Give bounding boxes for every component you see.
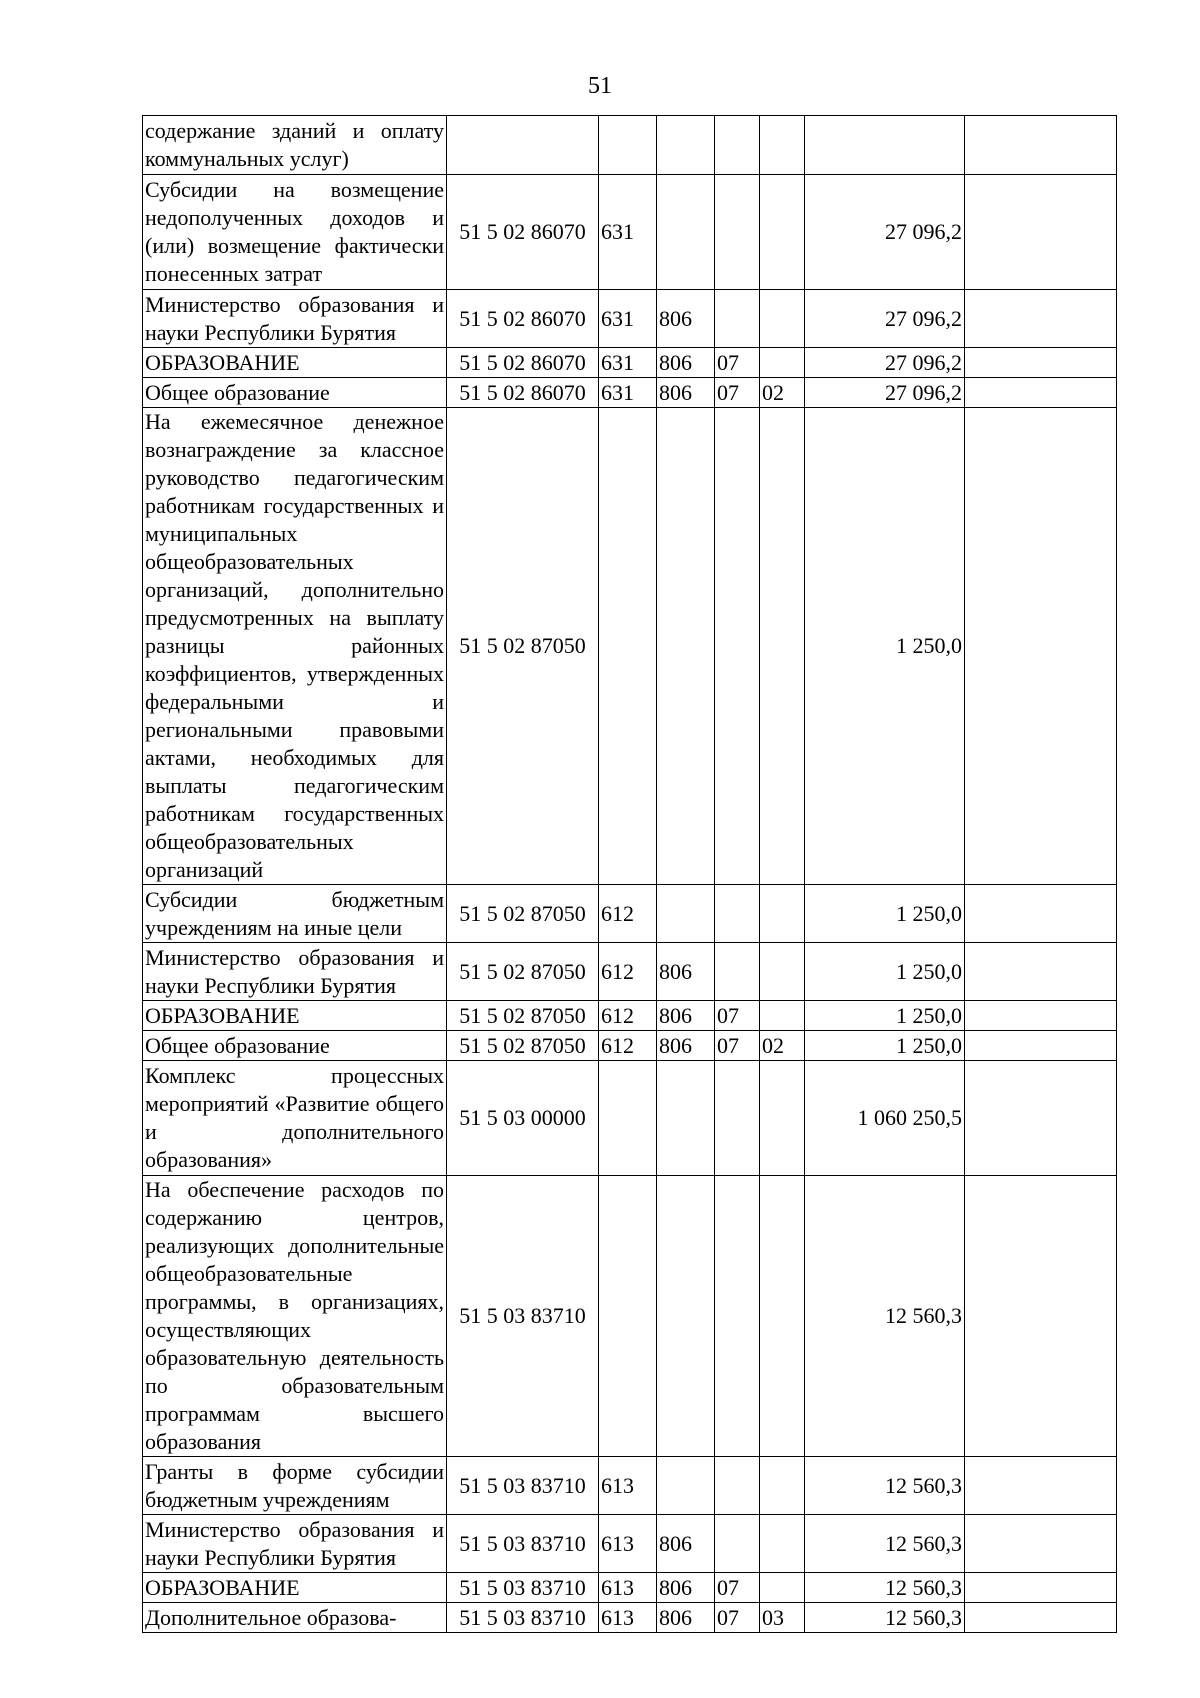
subsection-code (760, 1176, 805, 1457)
amount: 27 096,2 (805, 348, 965, 378)
section-code (715, 885, 760, 943)
ministry-code: 806 (657, 943, 715, 1001)
expense-type-code (599, 1061, 657, 1176)
section-code (715, 116, 760, 175)
expense-type-code: 612 (599, 1031, 657, 1061)
target-article-code: 51 5 02 87050 (447, 943, 599, 1001)
table-row (143, 1573, 1117, 1603)
subsection-code (760, 885, 805, 943)
amount: 27 096,2 (805, 175, 965, 290)
expense-type-code: 613 (599, 1515, 657, 1573)
row-description: Комплекс процессных мероприятий «Развитие общего и дополнительного образования» (143, 1061, 447, 1176)
row-description: На ежемесячное денежное вознаграждение за классное руководство педагогическим работникам государственных и муниципальных общеобразовательных организаций, дополнительно предусмотренных на выплату разницы районных коэффициентов, утвержденных федеральными и региональными правовыми актами, необходимых для выплаты педагогическим работникам государственных общеобразовательных организаций (143, 408, 447, 885)
extra-column (965, 1457, 1117, 1515)
extra-column (965, 1176, 1117, 1457)
expense-type-code (599, 408, 657, 885)
row-description: ОБРАЗОВАНИЕ (143, 1573, 447, 1603)
ministry-code: 806 (657, 290, 715, 348)
expense-type-code: 613 (599, 1457, 657, 1515)
expense-type-code (599, 1176, 657, 1457)
target-article-code: 51 5 02 86070 (447, 290, 599, 348)
table-row (143, 290, 1117, 348)
target-article-code: 51 5 02 87050 (447, 1031, 599, 1061)
section-code (715, 1061, 760, 1176)
target-article-code: 51 5 02 87050 (447, 885, 599, 943)
subsection-code (760, 348, 805, 378)
subsection-code: 03 (760, 1603, 805, 1633)
ministry-code: 806 (657, 1031, 715, 1061)
amount: 27 096,2 (805, 378, 965, 408)
amount: 12 560,3 (805, 1457, 965, 1515)
ministry-code: 806 (657, 348, 715, 378)
amount: 1 250,0 (805, 1031, 965, 1061)
row-description: На обеспечение расходов по содержанию центров, реализующих дополнительные общеобразовательные программы, в организациях, осуществляющих образовательную деятельность по образовательным программам высшего образования (143, 1176, 447, 1457)
target-article-code: 51 5 02 86070 (447, 175, 599, 290)
table-row (143, 885, 1117, 943)
amount: 1 250,0 (805, 885, 965, 943)
subsection-code (760, 1061, 805, 1176)
target-article-code: 51 5 03 83710 (447, 1603, 599, 1633)
section-code (715, 290, 760, 348)
table-row (143, 175, 1117, 290)
target-article-code: 51 5 02 87050 (447, 408, 599, 885)
budget-table (142, 115, 1117, 1633)
amount (805, 116, 965, 175)
extra-column (965, 348, 1117, 378)
ministry-code: 806 (657, 1001, 715, 1031)
ministry-code: 806 (657, 1603, 715, 1633)
expense-type-code: 631 (599, 348, 657, 378)
row-description: Субсидии бюджетным учреждениям на иные цели (143, 885, 447, 943)
subsection-code (760, 1515, 805, 1573)
row-description: содержание зданий и оплату коммунальных услуг) (143, 116, 447, 175)
section-code: 07 (715, 1573, 760, 1603)
extra-column (965, 1061, 1117, 1176)
amount: 12 560,3 (805, 1603, 965, 1633)
table-row (143, 1603, 1117, 1633)
row-description: Министерство образования и науки Республики Бурятия (143, 943, 447, 1001)
row-description: Гранты в форме субсидии бюджетным учреждениям (143, 1457, 447, 1515)
table-row (143, 1457, 1117, 1515)
target-article-code: 51 5 03 83710 (447, 1515, 599, 1573)
page-number: 51 (588, 73, 612, 99)
subsection-code (760, 1001, 805, 1031)
target-article-code: 51 5 02 87050 (447, 1001, 599, 1031)
target-article-code (447, 116, 599, 175)
expense-type-code: 631 (599, 290, 657, 348)
subsection-code: 02 (760, 378, 805, 408)
row-description: Министерство образования и науки Республики Бурятия (143, 1515, 447, 1573)
ministry-code (657, 1061, 715, 1176)
subsection-code (760, 116, 805, 175)
extra-column (965, 1573, 1117, 1603)
extra-column (965, 885, 1117, 943)
target-article-code: 51 5 02 86070 (447, 378, 599, 408)
amount: 1 250,0 (805, 1001, 965, 1031)
ministry-code (657, 408, 715, 885)
table-row (143, 1031, 1117, 1061)
ministry-code (657, 1457, 715, 1515)
subsection-code (760, 1573, 805, 1603)
row-description: ОБРАЗОВАНИЕ (143, 1001, 447, 1031)
amount: 12 560,3 (805, 1515, 965, 1573)
row-description: Дополнительное образова- (143, 1603, 447, 1633)
extra-column (965, 1001, 1117, 1031)
subsection-code (760, 408, 805, 885)
amount: 1 250,0 (805, 408, 965, 885)
subsection-code (760, 290, 805, 348)
subsection-code (760, 175, 805, 290)
row-description: Общее образование (143, 378, 447, 408)
expense-type-code: 613 (599, 1573, 657, 1603)
expense-type-code: 612 (599, 943, 657, 1001)
subsection-code (760, 1457, 805, 1515)
table-row (143, 1515, 1117, 1573)
section-code: 07 (715, 1001, 760, 1031)
row-description: Министерство образования и науки Республики Бурятия (143, 290, 447, 348)
amount: 12 560,3 (805, 1176, 965, 1457)
expense-type-code: 612 (599, 1001, 657, 1031)
table-row (143, 378, 1117, 408)
table-row (143, 1001, 1117, 1031)
section-code: 07 (715, 348, 760, 378)
extra-column (965, 378, 1117, 408)
section-code: 07 (715, 1603, 760, 1633)
ministry-code (657, 1176, 715, 1457)
extra-column (965, 175, 1117, 290)
amount: 1 060 250,5 (805, 1061, 965, 1176)
expense-type-code (599, 116, 657, 175)
extra-column (965, 290, 1117, 348)
section-code (715, 175, 760, 290)
section-code (715, 1176, 760, 1457)
section-code: 07 (715, 378, 760, 408)
table-row (143, 1176, 1117, 1457)
ministry-code: 806 (657, 1515, 715, 1573)
target-article-code: 51 5 02 86070 (447, 348, 599, 378)
subsection-code (760, 943, 805, 1001)
target-article-code: 51 5 03 00000 (447, 1061, 599, 1176)
ministry-code: 806 (657, 1573, 715, 1603)
section-code (715, 943, 760, 1001)
extra-column (965, 943, 1117, 1001)
table-row (143, 348, 1117, 378)
expense-type-code: 612 (599, 885, 657, 943)
section-code (715, 1515, 760, 1573)
extra-column (965, 1515, 1117, 1573)
extra-column (965, 408, 1117, 885)
row-description: ОБРАЗОВАНИЕ (143, 348, 447, 378)
expense-type-code: 613 (599, 1603, 657, 1633)
extra-column (965, 1031, 1117, 1061)
ministry-code (657, 116, 715, 175)
table-row (143, 408, 1117, 885)
section-code (715, 1457, 760, 1515)
amount: 27 096,2 (805, 290, 965, 348)
row-description: Субсидии на возмещение недополученных доходов и (или) возмещение фактически понесенных затрат (143, 175, 447, 290)
extra-column (965, 1603, 1117, 1633)
target-article-code: 51 5 03 83710 (447, 1457, 599, 1515)
section-code: 07 (715, 1031, 760, 1061)
row-description: Общее образование (143, 1031, 447, 1061)
expense-type-code: 631 (599, 175, 657, 290)
expense-type-code: 631 (599, 378, 657, 408)
extra-column (965, 116, 1117, 175)
table-row (143, 1061, 1117, 1176)
ministry-code: 806 (657, 378, 715, 408)
subsection-code: 02 (760, 1031, 805, 1061)
target-article-code: 51 5 03 83710 (447, 1573, 599, 1603)
amount: 1 250,0 (805, 943, 965, 1001)
amount: 12 560,3 (805, 1573, 965, 1603)
ministry-code (657, 885, 715, 943)
table-row (143, 943, 1117, 1001)
ministry-code (657, 175, 715, 290)
target-article-code: 51 5 03 83710 (447, 1176, 599, 1457)
section-code (715, 408, 760, 885)
table-row (143, 116, 1117, 175)
